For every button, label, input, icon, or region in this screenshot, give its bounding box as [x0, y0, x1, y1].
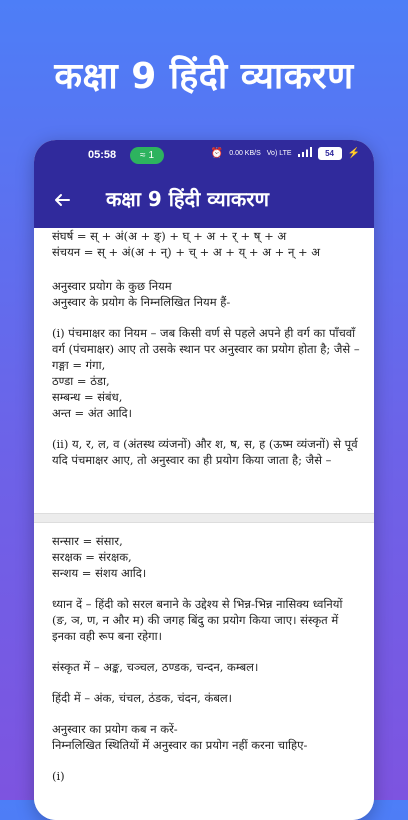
page-divider: [34, 513, 374, 523]
page-title: कक्षा 9 हिंदी व्याकरण: [106, 187, 269, 211]
text-line: हिंदी में – अंक, चंचल, ठंडक, चंदन, कंबल।: [52, 691, 233, 705]
text-line: सन्शय = संशय आदि।: [52, 566, 147, 580]
text-line: संचयन = स् + अं(अ + न्) + च् + अ + य् + अ + न् + अ: [52, 245, 321, 259]
paragraph: (i) पंचमाक्षर का नियम – जब किसी वर्ण से पहले अपने ही वर्ग का पाँचवाँ वर्ग (पंचमाक्षर) आए तो उसके स्थान पर अनुस्वार का प्रयोग होता है; जैसे –: [52, 326, 360, 356]
content-area[interactable]: [34, 228, 374, 820]
back-arrow-icon: [54, 192, 70, 208]
wifi-icon: ≈: [139, 150, 146, 161]
wifi-count: 1: [148, 150, 155, 161]
promo-title: कक्षा 9 हिंदी व्याकरण: [54, 56, 354, 97]
text-line: गङ्गा = गंगा,: [52, 358, 106, 372]
battery-indicator: 54: [318, 147, 342, 160]
text-line: अनुस्वार का प्रयोग कब न करें-: [52, 722, 178, 736]
alarm-icon: ⏰: [210, 148, 224, 159]
volte-indicator: Vo) LTE: [266, 149, 292, 157]
section-bottom: [52, 533, 360, 784]
wifi-hotspot-badge: [130, 147, 164, 164]
status-time: 05:58: [88, 149, 117, 161]
section-top: [52, 228, 360, 468]
text-line: संघर्ष = स् + अं(अ + ङ्) + घ् + अ + र् + ष् + अ: [52, 229, 287, 243]
phone-frame: [34, 140, 374, 820]
status-icons: [211, 147, 360, 160]
paragraph: (ii) य, र, ल, व (अंतस्थ व्यंजनों) और श, ष, स, ह (ऊष्म व्यंजनों) से पूर्व यदि पंचमाक्षर आए, तो अनुस्वार का ही प्रयोग किया जाता है; जैसे –: [52, 437, 358, 467]
paragraph: ध्यान दें – हिंदी को सरल बनाने के उद्देश्य से भिन्न-भिन्न नासिक्य ध्वनियों (ङ, ञ, ण, न और म) की जगह बिंदु का प्रयोग किया जाए। संस्कृत में इनका वही रूप बना रहेगा।: [52, 597, 343, 643]
text-line: सन्सार = संसार,: [52, 534, 123, 548]
text-line: (i): [52, 769, 65, 783]
app-bar: [34, 172, 374, 228]
charging-icon: ⚡: [347, 148, 360, 159]
text-line: अनुस्वार के प्रयोग के निम्नलिखित नियम हैं-: [52, 295, 231, 309]
text-line: सम्बन्ध = संबंध,: [52, 390, 123, 404]
text-line: सरक्षक = संरक्षक,: [52, 550, 132, 564]
text-line: अनुस्वार प्रयोग के कुछ नियम: [52, 279, 172, 293]
text-line: ठण्डा = ठंडा,: [52, 374, 110, 388]
network-speed: 0.00 KB/S: [229, 149, 261, 157]
back-button[interactable]: [48, 186, 76, 214]
paragraph: निम्नलिखित स्थितियों में अनुस्वार का प्रयोग नहीं करना चाहिए-: [52, 738, 308, 752]
text-line: अन्त = अंत आदि।: [52, 406, 133, 420]
signal-icon: [298, 147, 312, 160]
status-bar: [34, 140, 374, 172]
text-line: संस्कृत में – अङ्क, चञ्चल, ठण्डक, चन्दन, कम्बल।: [52, 660, 259, 674]
